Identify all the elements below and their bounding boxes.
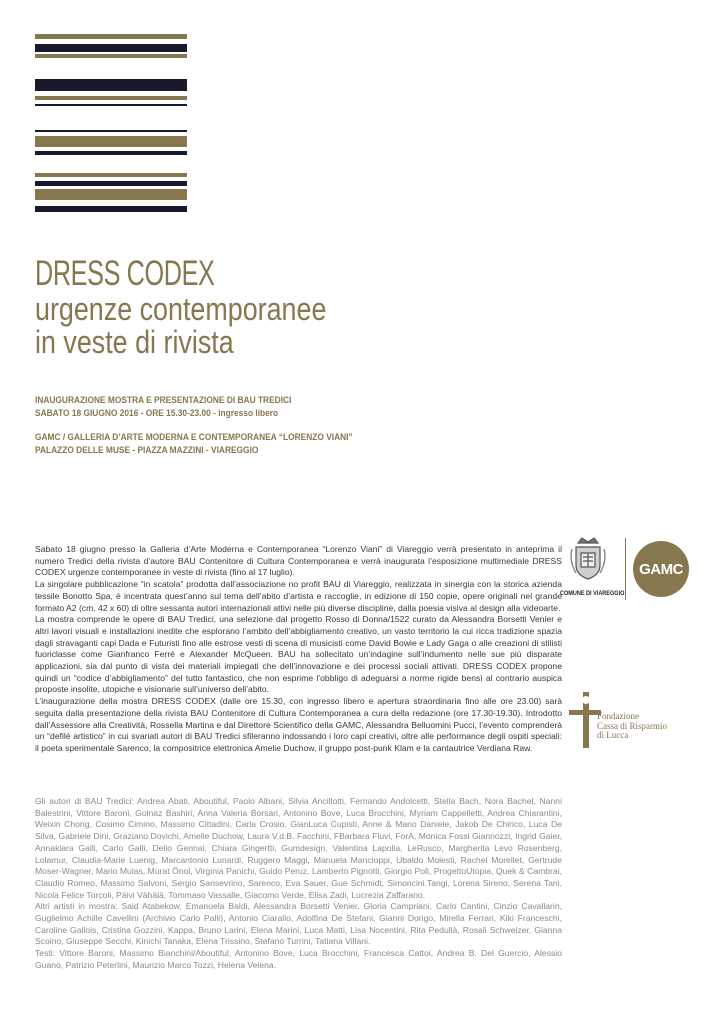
fondazione-logo <box>565 690 705 750</box>
fondazione-text <box>597 712 667 741</box>
fondazione-line: Cassa di Risparmio <box>597 720 667 731</box>
stripe <box>35 189 187 200</box>
stripe <box>35 96 187 100</box>
stripe <box>35 79 187 91</box>
body-paragraph: La singolare pubblicazione “in scatola” prodotta dall’associazione no profit BAU di Viareggio, realizzata in sinergia con la storica azienda tessile Bonotto Spa, è incentrata quest’anno sul tema dell’abito d’artista e raccoglie, in edizione di 150 copie, opere originali nel grande formato A2 (cm. 42 x 60) di oltre sessanta autori internazionali attivi nelle più diverse discipline, dalla poesia visiva al design alla videoarte. <box>35 579 562 613</box>
event-info <box>35 394 291 420</box>
stripe <box>35 151 187 155</box>
venue-line: GAMC / GALLERIA D’ARTE MODERNA E CONTEMPORANEA “LORENZO VIANI” <box>35 432 353 443</box>
stripe <box>35 206 187 212</box>
body-paragraph: La mostra comprende le opere di BAU Tredici, una selezione dal progetto Rosso di Donna/1522 curato da Alessandra Borsetti Venier e altri lavori visuali e installazioni inedite che esplorano l’ambito dell’abbigliamento creativo, un vasto territorio la cui ricca tradizione spazia dagli stravaganti capi Dada e Futuristi fino alle estrose vesti di scena di musicisti come David Bowie e Lady Gaga o alle creazioni di stilisti fuoriclasse come Gianfranco Ferré e Alexander McQueen. BAU ha sollecitato un’indagine sull’indumento nelle sue più disparate applicazioni, sia dal punto di vista dei materiali impiegati che dell’innovazione e dei processi sociali attivati. DRESS CODEX propone quindi un “codice d’abbigliamento” del tutto fantastico, che non esprime l’obbligo di adeguarsi a norme rigide bensì al contrario auspica proposte insolite, utopiche e visionarie sull’universo dell’abito. <box>35 614 562 695</box>
stripe <box>35 181 187 186</box>
body-paragraph: Sabato 18 giugno presso la Galleria d’Arte Moderna e Contemporanea “Lorenzo Viani” di Viareggio verrà presentato in anteprima il numero Tredici della rivista d’autore BAU Contenitore di Cultura Contemporanea e verrà inaugurata l’esposizione multimediale DRESS CODEX urgenze contemporanee in veste di rivista (fino al 17 luglio). <box>35 544 562 578</box>
page-title: DRESS CODEX <box>35 254 215 293</box>
page-subtitle <box>35 293 326 359</box>
credits-paragraph: Altri artisti in mostra: Said Atabekow, Emanuela Baldi, Alessandra Borsetti Venier, Gloria Campriani, Carlo Cantini, Cinzio Cavallarin, Guglielmo Achille Cavellini (Archivio Carlo Palli), Antonio Ciarallo, Adolfina De Stefani, Gianni Dorigo, Mirella Ferrari, Kiki Franceschi, Caroline Gallois, Cristina Gozzini, Kappa, Bruno Larini, Elena Marini, Luca Matti, Lisa Nocentini, Rita Pedullà, Rosali Schweizer, Gianna Scoino, Giuseppe Secchi, Kinichi Tanaka, Elena Trissino, Stefano Turrini, Tatiana Villani. <box>35 901 562 947</box>
stripe <box>35 104 187 106</box>
body-text <box>35 544 562 755</box>
fondazione-line: di Lucca <box>597 730 629 740</box>
venue-line: PALAZZO DELLE MUSE - PIAZZA MAZZINI - VIAREGGIO <box>35 445 259 456</box>
body-paragraph: L’inaugurazione della mostra DRESS CODEX (dalle ore 15.30, con ingresso libero e apertura straordinaria fino alle ore 23.00) sarà seguita dalla presentazione della rivista BAU Contenitore di Cultura Contemporanea a cura della redazione (ore 17.30-19.30). Introdotto dall’Assessore alla Creatività, Rossella Martina e dal Direttore Scientifico della GAMC, Alessandra Belluomini Pucci, l’evento comprenderà un “defilé artistico” in cui svariati autori di BAU Tredici sfileranno indossando i loro capi creativi, oltre alle performance degli ospiti speciali: il poeta sperimentale Sarenco, la compositrice elettronica Amelie Duchow, il gruppo post-punk Klam e la cantautrice Verdiana Raw. <box>35 696 562 753</box>
venue-info <box>35 431 353 457</box>
stripe <box>35 54 187 58</box>
event-line: SABATO 18 GIUGNO 2016 - ORE 15.30-23.00 - ingresso libero <box>35 408 279 419</box>
divider <box>625 538 626 600</box>
coat-of-arms-icon <box>568 535 608 581</box>
fondazione-line: Fondazione <box>597 711 639 721</box>
subtitle-line: in veste di rivista <box>35 324 234 360</box>
comune-logo <box>555 535 625 597</box>
stripe <box>35 130 187 132</box>
stripe <box>35 173 187 177</box>
stripe <box>35 34 187 39</box>
gamc-logo: GAMC <box>633 541 689 597</box>
credits-paragraph: Gli autori di BAU Tredici: Andrea Abati, Aboutiful, Paolo Albani, Silvia Ancillotti, Fernando Andolcetti, Stella Bach, Nora Bachel, Nanni Balestrini, Vittore Baroni, Golnaz Bashiri, Anna Valeria Borsari, Antonino Bove, Luca Brocchini, Myriam Cappelletti, Andrea Chiarantini, Weixin Chong, Cosimo Cimino, Massimo Cittadini, Carla Crosio, GianLuca Cupisti, Anne & Mario Daniele, Jakob De Chirico, Luca De Silva, Gabriele Dini, Graziano Dovichi, Amelie Duchow, Laura V.d.B. Facchini, FBarbara Fluvi, ForA, Monica Fossi Giannozzi, Ingrid Gaier, Annaklara Galli, Carlo Galli, Delio Gennai, Chiara Gingertti, Gumdesign, Valentina Lapolla, LeRusco, Margherita Levo Rosenberg, Lolamur, Claudia-Marie Luenig, Marcantonio Lunardi, Ruggero Maggi, Manuela Mancioppi, Ubaldo Molesti, Rachel Morellet, Gertrude Moser-Wagner, Mario Mulas, Murat Önol, Virginia Panichi, Guido Peruz, Lamberto Pignotti, Giorgio Poli, ProgettoUtopia, Quek & Cambrai, Claudio Romeo, Massimo Salvoni, Sergio Sansevrino, Sarenco, Eva Sauer, Gue Schmidt, Simoncini.Tangi, Lorena Sireno, Serena Tani, Nicola Felice Torcoli, Päivi Vähälä, Tommaso Vassalle, Giacomo Verde, Elisa Zadi, Lucrezia Zaffarano. <box>35 796 562 900</box>
subtitle-line: urgenze contemporanee <box>35 291 327 327</box>
event-line: INAUGURAZIONE MOSTRA E PRESENTAZIONE DI BAU TREDICI <box>35 395 292 406</box>
stripe <box>35 136 187 147</box>
credits <box>35 796 562 972</box>
comune-caption: COMUNE DI VIAREGGIO <box>559 590 625 597</box>
stripe <box>35 44 187 52</box>
credits-paragraph: Testi: Vittore Baroni, Massimo Bianchini/Aboutiful, Antonino Bove, Luca Brocchini, Francesca Cattoi, Andrea B. Del Guercio, Alessio Guano, Patrizio Peterlini, Maurizio Marco Tozzi, Helena Velena. <box>35 948 562 970</box>
